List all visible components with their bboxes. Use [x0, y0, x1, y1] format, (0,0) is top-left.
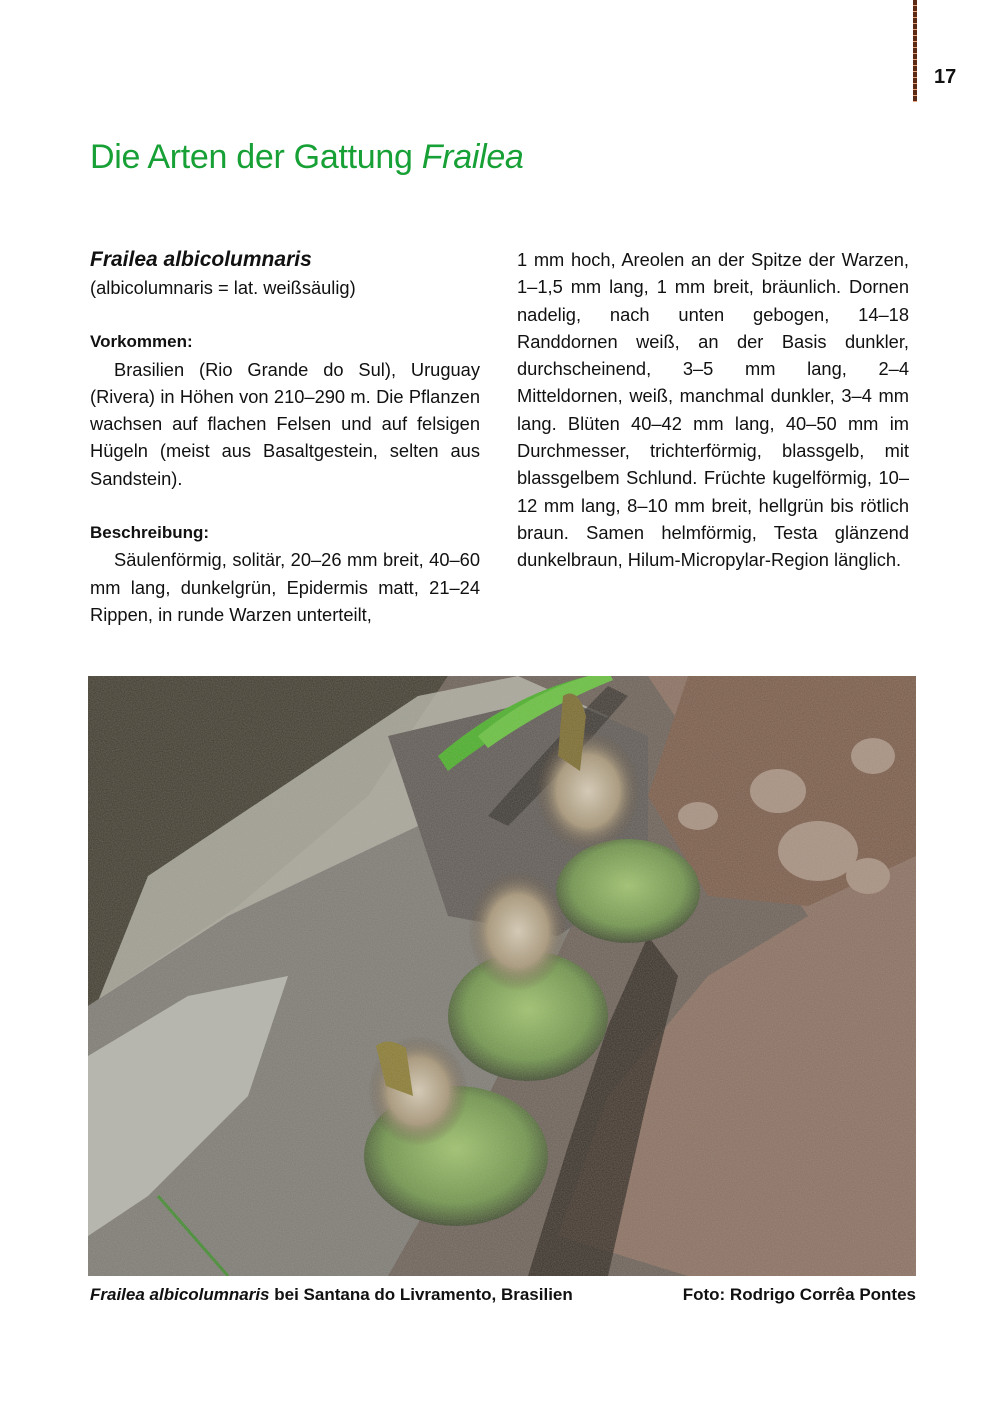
text-column-right — [517, 246, 909, 574]
section-text-description: Säulenförmig, solitär, 20–26 mm breit, 40–60 mm lang, dunkelgrün, Epidermis matt, 21–24 Rippen, in runde Warzen unterteilt, — [90, 549, 480, 625]
chapter-title-genus: Frailea — [421, 138, 524, 176]
section-heading-description: Beschreibung: — [90, 523, 210, 543]
species-etymology: (albicolumnaris = lat. weißsäulig) — [90, 277, 356, 298]
species-name: Frailea albicolumnaris — [90, 248, 312, 271]
species-photo — [88, 676, 916, 1276]
photo-credit: Foto: Rodrigo Corrêa Pontes — [682, 1285, 916, 1304]
caption-species: Frailea albicolumnaris — [90, 1285, 270, 1304]
caption-location: bei Santana do Livramento, Brasilien — [269, 1285, 573, 1304]
section-text-description-continued: 1 mm hoch, Areolen an der Spitze der Warzen, 1–1,5 mm lang, 1 mm breit, bräunlich. Dornen nadelig, nach unten gebogen, 14–18 Randdornen weiß, an der Basis dunkler, durchscheinend, 3–5 mm lang, 2–4 Mitteldornen, weiß, manchmal dunkler, 3–4 mm lang. Blüten 40–42 mm lang, 40–50 mm im Durchmesser, trichterförmig, blassgelb, mit blassgelbem Schlund. Früchte kugelförmig, 10–12 mm lang, 8–10 mm breit, hellgrün bis rötlich braun. Samen helmförmig, Testa glänzend dunkelbraun, Hilum-Micropylar-Region länglich. — [517, 249, 909, 571]
photo-illustration — [88, 676, 916, 1276]
chapter-title-prefix: Die Arten der Gattung — [90, 138, 422, 176]
section-text-occurrence: Brasilien (Rio Grande do Sul), Uruguay (Rivera) in Höhen von 210–290 m. Die Pflanzen wachsen auf flachen Felsen und auf felsigen Hügeln (meist aus Basaltgestein, selten aus Sandstein). — [90, 358, 480, 489]
page-number: 17 — [934, 66, 957, 88]
page-edge-marker — [913, 0, 917, 102]
text-column-left — [90, 246, 480, 628]
chapter-title — [90, 138, 524, 177]
section-heading-occurrence: Vorkommen: — [90, 332, 193, 352]
photo-caption — [90, 1285, 573, 1305]
